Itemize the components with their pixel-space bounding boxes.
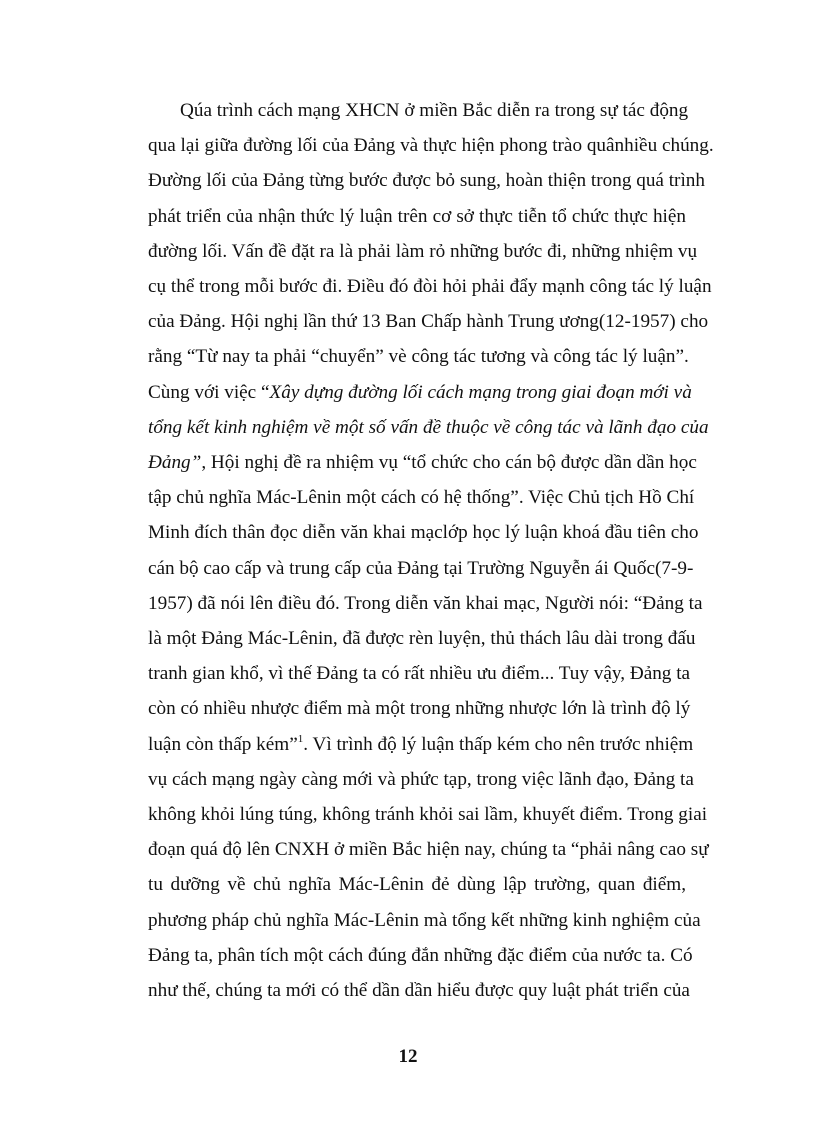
text-line [148,557,694,581]
text-segment: vụ cách mạng ngày càng mới và phức tạp, trong việc lãnh đạo, Đảng ta [148,768,694,790]
text-segment: phương pháp chủ nghĩa Mác-Lênin mà tổng kết những kinh nghiệm của [148,909,701,931]
text-segment: như thế, chúng ta mới có thể dần dần hiểu được quy luật phát triển của [148,980,690,1001]
text-segment: đường lối. Vấn đề đặt ra là phải làm rỏ những bước đi, những nhiệm vụ [148,240,698,262]
text-segment: Cùng với việc “ [148,381,270,403]
text-line [148,240,698,264]
text-line [148,873,686,897]
text-segment: 1957) đã nói lên điều đó. Trong diễn văn khai mạc, Người nói: “Đảng ta [148,592,703,614]
text-line [148,662,691,686]
text-segment: luận còn thấp kém” [148,733,298,755]
text-line [148,768,694,792]
text-segment: tranh gian khổ, vì thế Đảng ta có rất nhiều ưu điểm... Tuy vậy, Đảng ta [148,663,691,685]
text-line [148,416,709,440]
text-segment: không khỏi lúng túng, không tránh khỏi sai lầm, khuyết điểm. Trong giai [148,804,708,825]
text-line [148,838,709,862]
text-line [148,169,705,193]
text-segment: Đảng ta, phân tích một cách đúng đắn những đặc điểm của nước ta. Có [148,944,693,966]
text-segment: còn có nhiều nhược điểm mà một trong những nhược lớn là trình độ lý [148,698,691,720]
text-segment: Minh đích thân đọc diễn văn khai mạclớp học lý luận khoá đầu tiên cho [148,522,699,544]
text-line [148,979,690,1003]
text-line [180,99,689,123]
text-line [148,697,691,721]
text-segment: của Đảng. Hội nghị lần thứ 13 Ban Chấp hành Trung ương(12-1957) cho [148,311,709,333]
text-segment: tu dưỡng về chủ nghĩa Mác-Lênin đẻ dùng lập trường, quan điểm, [148,874,686,896]
page-number: 12 [398,1046,418,1067]
text-line [148,451,697,475]
text-segment: , Hội nghị đề ra nhiệm vụ “tổ chức cho cán bộ được dần dần học [201,452,697,473]
text-line [148,345,689,369]
italic-quote: Xây dựng đường lối cách mạng trong giai đoạn mới và [269,381,692,403]
text-line [148,521,699,545]
italic-quote: tổng kết kinh nghiệm về một số vấn đề thuộc về công tác và lãnh đạo của [148,416,709,438]
text-segment: Qúa trình cách mạng XHCN ở miền Bắc diễn ra trong sự tác động [180,100,689,121]
text-segment: phát triển của nhận thức lý luận trên cơ sở thực tiễn tổ chức thực hiện [148,205,686,227]
text-line [148,627,696,651]
footnote-reference: 1 [297,732,304,745]
text-segment: qua lại giữa đường lối của Đảng và thực hiện phong trào quânhiều chúng. [148,135,714,157]
text-line [148,803,708,827]
text-segment: cán bộ cao cấp và trung cấp của Đảng tại Trường Nguyễn ái Quốc(7-9- [148,557,694,579]
text-line [148,732,694,757]
text-line [148,134,714,158]
text-segment: là một Đảng Mác-Lênin, đã được rèn luyện, thủ thách lâu dài trong đấu [148,628,696,649]
text-line [148,486,695,510]
text-segment: tập chủ nghĩa Mác-Lênin một cách có hệ thống”. Việc Chủ tịch Hồ Chí [148,487,695,509]
text-segment: . Vì trình độ lý luận thấp kém cho nên trước nhiệm [303,733,694,755]
text-line [148,909,701,933]
text-segment: cụ thể trong mỗi bước đi. Điều đó đòi hỏi phải đẩy mạnh công tác lý luận [148,276,712,297]
italic-quote: Đảng” [148,452,202,473]
text-segment: rằng “Từ nay ta phải “chuyển” vè công tác tương và công tác lý luận”. [148,346,689,368]
text-segment: đoạn quá độ lên CNXH ở miền Bắc hiện nay, chúng ta “phải nâng cao sự [148,839,709,861]
text-line [148,275,712,299]
text-line [148,205,686,229]
text-line [148,310,709,334]
text-line [148,944,693,968]
text-line [148,381,692,405]
text-line [148,592,703,616]
text-segment: Đường lối của Đảng từng bước được bỏ sung, hoàn thiện trong quá trình [148,170,705,192]
